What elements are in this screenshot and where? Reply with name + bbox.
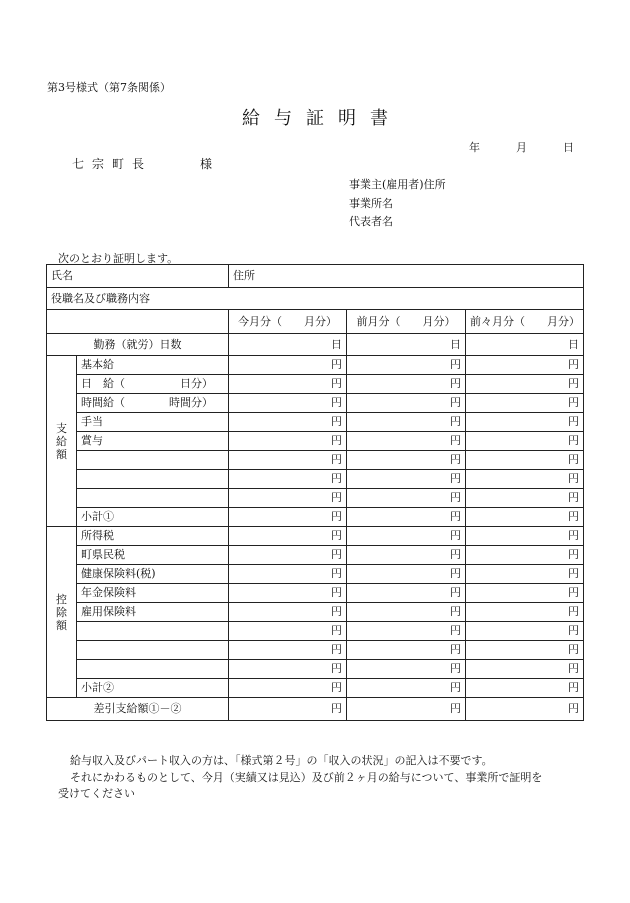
payment-amount-two-months-ago[interactable]: 円 — [466, 451, 584, 470]
deduction-amount-two-months-ago[interactable]: 円 — [466, 565, 584, 584]
note-line-2: それにかわるものとして、今月（実績又は見込）及び前２ヶ月の給与について、事業所で証明を — [70, 771, 543, 784]
payment-amount-two-months-ago[interactable]: 円 — [466, 375, 584, 394]
payment-item-label[interactable] — [77, 489, 229, 508]
deduction-amount-two-months-ago[interactable]: 円 — [466, 527, 584, 546]
payment-amount-last-month[interactable]: 円 — [347, 432, 466, 451]
payment-amount-last-month[interactable]: 円 — [347, 451, 466, 470]
deduction-amount-two-months-ago[interactable]: 円 — [466, 622, 584, 641]
payment-amount-last-month[interactable]: 円 — [347, 356, 466, 375]
payment-item-label: 小計① — [77, 508, 229, 527]
deduction-amount-last-month[interactable]: 円 — [347, 584, 466, 603]
note-line-1: 給与収入及びパート収入の方は、「様式第２号」の「収入の状況」の記入は不要です。 — [70, 754, 493, 767]
payment-amount-last-month[interactable]: 円 — [347, 508, 466, 527]
deduction-amount-this-month[interactable]: 円 — [229, 622, 347, 641]
deduction-amount-this-month[interactable]: 円 — [229, 546, 347, 565]
deduction-amount-two-months-ago[interactable]: 円 — [466, 603, 584, 622]
deduction-amount-last-month[interactable]: 円 — [347, 603, 466, 622]
work-days-label: 勤務（就労）日数 — [47, 334, 229, 356]
deduction-amount-two-months-ago[interactable]: 円 — [466, 660, 584, 679]
payment-row — [47, 451, 584, 470]
payment-amount-last-month[interactable]: 円 — [347, 375, 466, 394]
payment-amount-two-months-ago[interactable]: 円 — [466, 508, 584, 527]
deduction-row — [47, 641, 584, 660]
form-number: 第3号様式（第7条関係） — [47, 81, 171, 94]
payment-row — [47, 356, 584, 375]
deduction-amount-last-month[interactable]: 円 — [347, 660, 466, 679]
deduction-item-label: 小計② — [77, 679, 229, 698]
deduction-item-label: 町県民税 — [77, 546, 229, 565]
payment-amount-this-month[interactable]: 円 — [229, 432, 347, 451]
deduction-amount-this-month[interactable]: 円 — [229, 527, 347, 546]
deduction-amount-this-month[interactable]: 円 — [229, 679, 347, 698]
col-this-month: 今月分（ 月分） — [229, 310, 347, 334]
business-name-label: 事業所名 — [349, 197, 393, 210]
deduction-item-label: 年金保険料 — [77, 584, 229, 603]
document-title: 給与証明書 — [242, 108, 402, 129]
deduction-amount-last-month[interactable]: 円 — [347, 641, 466, 660]
deduction-amount-this-month[interactable]: 円 — [229, 603, 347, 622]
payment-row — [47, 489, 584, 508]
deduction-amount-two-months-ago[interactable]: 円 — [466, 546, 584, 565]
name-label: 氏名 — [51, 269, 73, 282]
addressee: 七宗町長 — [72, 157, 153, 171]
net-payment-this-month[interactable]: 円 — [229, 698, 347, 721]
deduction-amount-last-month[interactable]: 円 — [347, 622, 466, 641]
employer-address-label: 事業主(雇用者)住所 — [349, 178, 446, 191]
payment-row — [47, 508, 584, 527]
net-payment-last-month[interactable]: 円 — [347, 698, 466, 721]
payment-item-label: 基本給 — [77, 356, 229, 375]
deduction-amount-this-month[interactable]: 円 — [229, 660, 347, 679]
intro-text: 次のとおり証明します。 — [58, 252, 179, 265]
work-days-last-month[interactable]: 日 — [347, 334, 466, 356]
deduction-amount-last-month[interactable]: 円 — [347, 679, 466, 698]
payment-amount-last-month[interactable]: 円 — [347, 489, 466, 508]
payment-item-label[interactable] — [77, 470, 229, 489]
payment-group-char: 額 — [56, 447, 67, 461]
deduction-amount-this-month[interactable]: 円 — [229, 584, 347, 603]
deduction-amount-two-months-ago[interactable]: 円 — [466, 584, 584, 603]
salary-certificate-table — [46, 264, 584, 721]
deduction-amount-last-month[interactable]: 円 — [347, 546, 466, 565]
net-payment-two-months-ago[interactable]: 円 — [466, 698, 584, 721]
payment-item-label[interactable] — [77, 451, 229, 470]
payment-row — [47, 394, 584, 413]
deduction-group-char: 除 — [56, 605, 67, 619]
deduction-item-label: 所得税 — [77, 527, 229, 546]
payment-amount-last-month[interactable]: 円 — [347, 470, 466, 489]
payment-amount-two-months-ago[interactable]: 円 — [466, 432, 584, 451]
payment-amount-two-months-ago[interactable]: 円 — [466, 413, 584, 432]
payment-amount-this-month[interactable]: 円 — [229, 451, 347, 470]
header-blank-cell — [47, 310, 229, 334]
work-days-two-months-ago[interactable]: 日 — [466, 334, 584, 356]
deduction-row — [47, 546, 584, 565]
deduction-item-label: 雇用保険料 — [77, 603, 229, 622]
payment-item-label: 手当 — [77, 413, 229, 432]
deduction-row — [47, 679, 584, 698]
payment-group-label — [47, 356, 77, 527]
deduction-group-label — [47, 527, 77, 698]
representative-label: 代表者名 — [349, 215, 393, 228]
payment-amount-two-months-ago[interactable]: 円 — [466, 356, 584, 375]
name-field[interactable] — [47, 265, 229, 288]
payment-row — [47, 432, 584, 451]
position-label: 役職名及び職務内容 — [51, 291, 150, 305]
payment-amount-two-months-ago[interactable]: 円 — [466, 470, 584, 489]
payment-row — [47, 413, 584, 432]
col-last-month: 前月分（ 月分） — [347, 310, 466, 334]
payment-amount-this-month[interactable]: 円 — [229, 470, 347, 489]
deduction-row — [47, 622, 584, 641]
note-line-3: 受けてください — [58, 787, 135, 800]
col-two-months-ago: 前々月分（ 月分） — [466, 310, 584, 334]
deduction-amount-last-month[interactable]: 円 — [347, 527, 466, 546]
payment-amount-this-month[interactable]: 円 — [229, 413, 347, 432]
honorific: 様 — [200, 157, 213, 171]
payment-amount-last-month[interactable]: 円 — [347, 413, 466, 432]
deduction-row — [47, 660, 584, 679]
deduction-amount-last-month[interactable]: 円 — [347, 565, 466, 584]
date-day-label: 日 — [563, 141, 574, 154]
net-payment-row — [47, 698, 584, 721]
payment-amount-two-months-ago[interactable]: 円 — [466, 394, 584, 413]
payment-item-label: 賞与 — [77, 432, 229, 451]
payment-amount-two-months-ago[interactable]: 円 — [466, 489, 584, 508]
payment-row — [47, 470, 584, 489]
date-year-label: 年 — [469, 141, 480, 154]
deduction-amount-two-months-ago[interactable]: 円 — [466, 641, 584, 660]
date-month-label: 月 — [516, 141, 527, 154]
deduction-amount-this-month[interactable]: 円 — [229, 641, 347, 660]
address-field[interactable] — [229, 265, 584, 288]
payment-row — [47, 375, 584, 394]
address-label: 住所 — [233, 269, 255, 282]
net-payment-label: 差引支給額①－② — [47, 698, 229, 721]
payment-group-char: 支 — [56, 421, 67, 435]
payment-item-label: 時間給（ 時間分） — [77, 394, 229, 413]
deduction-row — [47, 527, 584, 546]
deduction-item-label[interactable] — [77, 622, 229, 641]
deduction-row — [47, 603, 584, 622]
payment-item-label: 日 給（ 日分） — [77, 375, 229, 394]
payment-amount-last-month[interactable]: 円 — [347, 394, 466, 413]
deduction-item-label[interactable] — [77, 641, 229, 660]
payment-group-char: 給 — [56, 434, 67, 448]
deduction-amount-this-month[interactable]: 円 — [229, 565, 347, 584]
work-days-this-month[interactable]: 日 — [229, 334, 347, 356]
deduction-row — [47, 565, 584, 584]
payment-amount-this-month[interactable]: 円 — [229, 394, 347, 413]
payment-amount-this-month[interactable]: 円 — [229, 375, 347, 394]
deduction-item-label: 健康保険料(税) — [77, 565, 229, 584]
payment-amount-this-month[interactable]: 円 — [229, 489, 347, 508]
position-field[interactable] — [47, 288, 584, 310]
payment-amount-this-month[interactable]: 円 — [229, 508, 347, 527]
deduction-item-label[interactable] — [77, 660, 229, 679]
deduction-row — [47, 584, 584, 603]
payment-amount-this-month[interactable]: 円 — [229, 356, 347, 375]
deduction-group-char: 額 — [56, 618, 67, 632]
deduction-amount-two-months-ago[interactable]: 円 — [466, 679, 584, 698]
deduction-group-char: 控 — [56, 592, 67, 606]
